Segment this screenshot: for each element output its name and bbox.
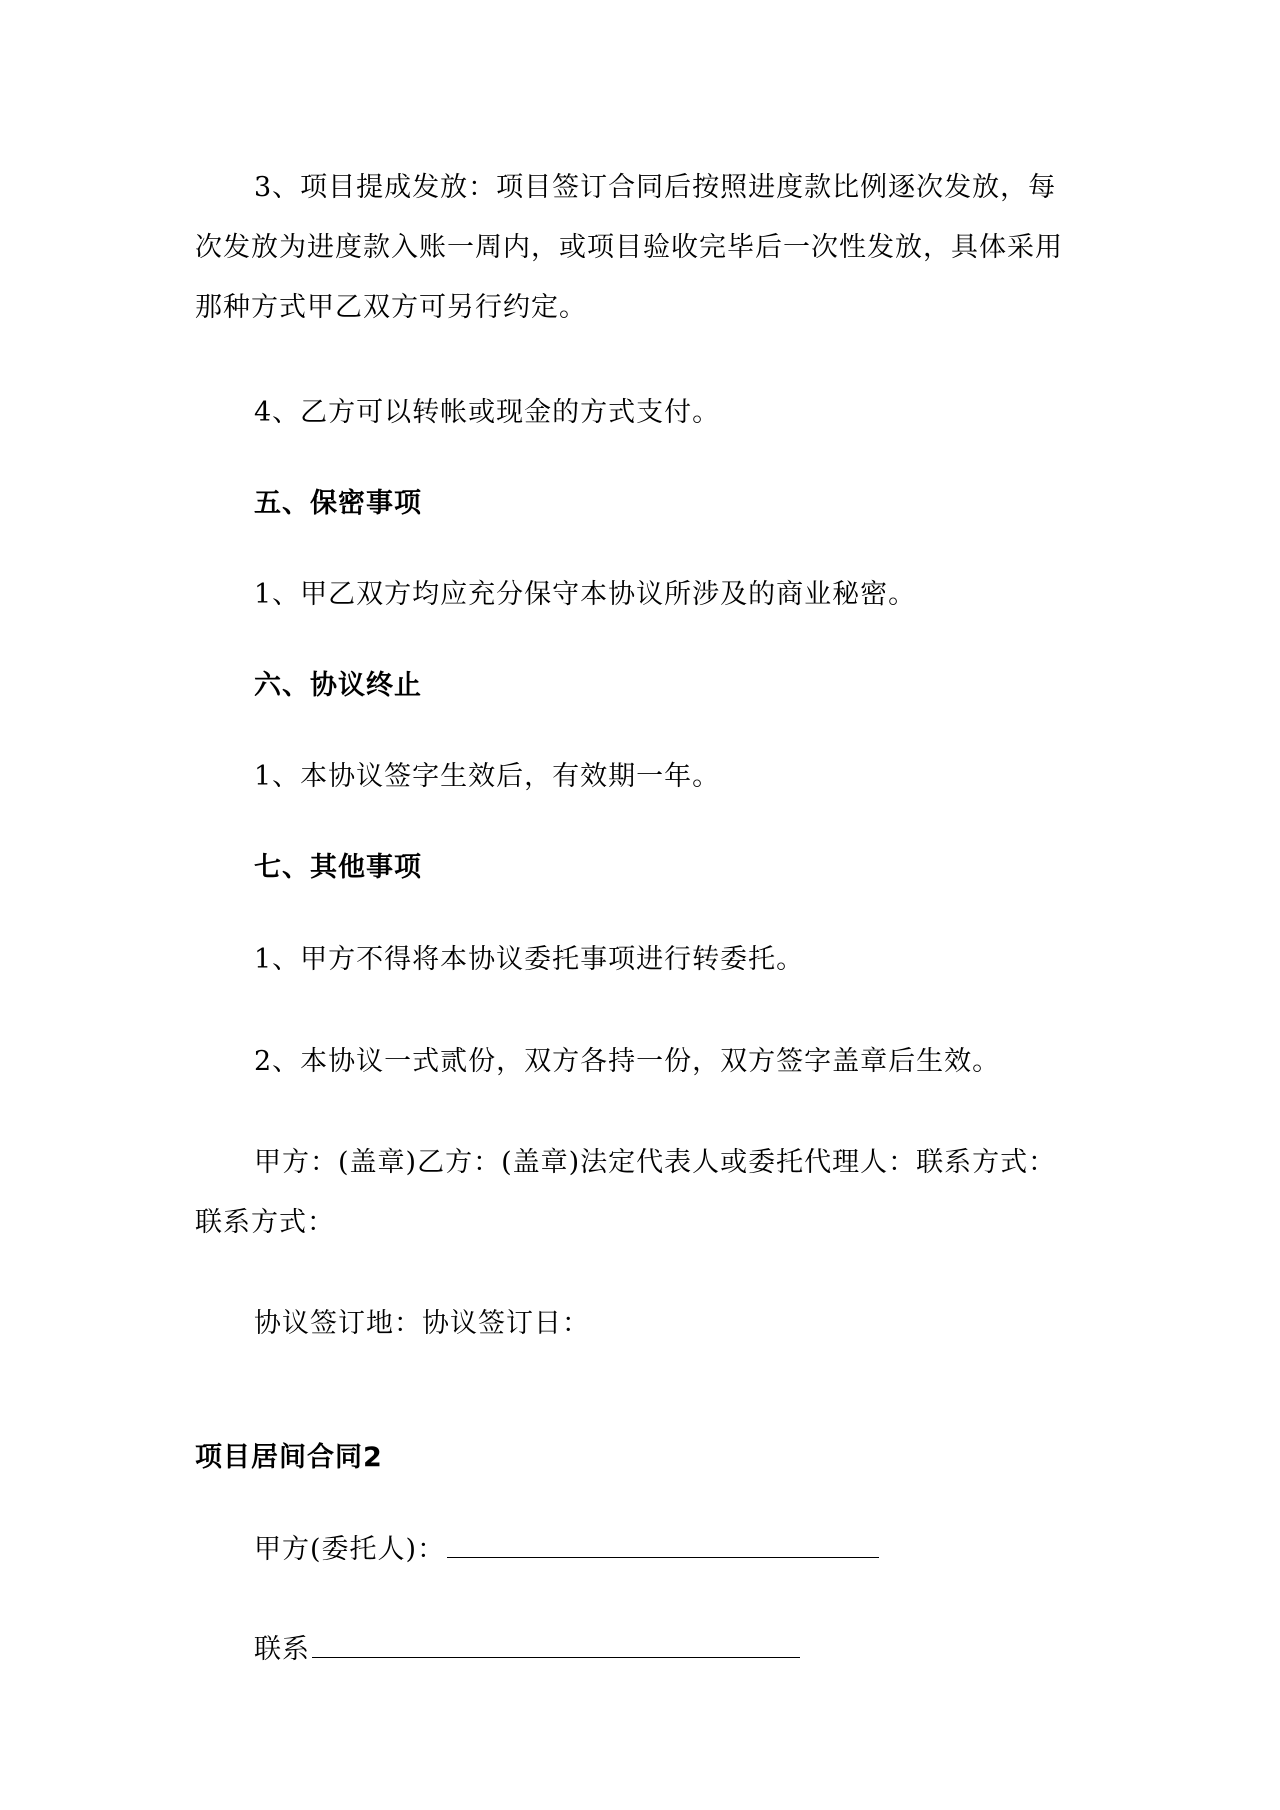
section7-item-2: 2、本协议一式贰份，双方各持一份，双方签字盖章后生效。 xyxy=(254,1046,1001,1077)
section7-item-1: 1、甲方不得将本协议委托事项进行转委托。 xyxy=(254,944,805,975)
signature-line: 甲方：(盖章)乙方：(盖章)法定代表人或委托代理人：联系方式： xyxy=(254,1147,1057,1178)
party-a-field xyxy=(195,1520,1095,1580)
section-heading-6: 六、协议终止 xyxy=(254,670,422,701)
signing-place-date: 协议签订地：协议签订日： xyxy=(254,1308,590,1339)
paragraph-item-4: 4、乙方可以转帐或现金的方式支付。 xyxy=(254,397,721,428)
contact-blank-line xyxy=(312,1629,800,1658)
contact-field xyxy=(195,1620,1095,1680)
paragraph-item-3 xyxy=(195,158,1095,218)
paragraph-line: 3、项目提成发放：项目签订合同后按照进度款比例逐次发放，每 xyxy=(254,172,1057,203)
contact-label: 联系 xyxy=(254,1634,310,1665)
paragraph-item-3-cont xyxy=(195,218,1095,338)
section5-item-1: 1、甲乙双方均应充分保守本协议所涉及的商业秘密。 xyxy=(254,579,917,610)
section-heading-5: 五、保密事项 xyxy=(254,488,422,519)
paragraph-line: 次发放为进度款入账一周内，或项目验收完毕后一次性发放，具体采用 xyxy=(195,232,1063,263)
party-a-blank-line xyxy=(447,1529,879,1558)
signature-line-cont: 联系方式： xyxy=(195,1207,335,1238)
party-a-label: 甲方(委托人)： xyxy=(254,1534,446,1565)
contract2-title: 项目居间合同2 xyxy=(195,1442,383,1473)
section-heading-7: 七、其他事项 xyxy=(254,852,422,883)
paragraph-line: 那种方式甲乙双方可另行约定。 xyxy=(195,292,587,323)
section6-item-1: 1、本协议签字生效后，有效期一年。 xyxy=(254,761,721,792)
